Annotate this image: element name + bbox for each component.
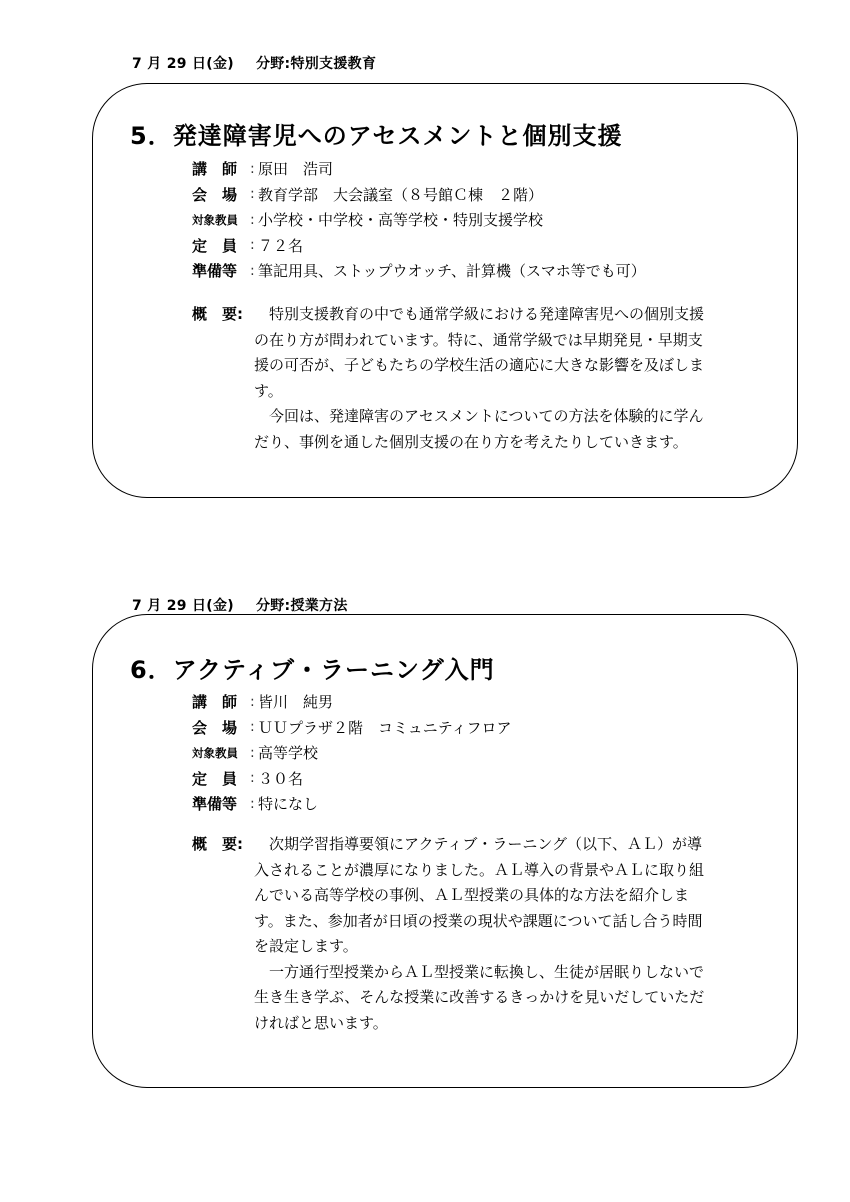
session-field: 分野:特別支援教育	[255, 56, 377, 72]
summary-text	[254, 832, 704, 1036]
info-label: 講 師	[192, 693, 238, 712]
session-6-date-line	[132, 595, 348, 615]
info-row-capacity: 定 員 : ７２名	[192, 236, 304, 255]
session-date: 7 月 29 日(金)	[132, 56, 234, 72]
summary-label: 概 要:	[192, 835, 243, 853]
summary-line: す。	[254, 381, 283, 400]
info-label: 準備等	[192, 795, 238, 814]
session-5-title: 5．発達障害児へのアセスメントと個別支援	[130, 122, 623, 150]
session-date: 7 月 29 日(金)	[132, 598, 234, 614]
session-5-summary	[192, 302, 792, 462]
info-row-target: 対象教員 : 高等学校	[192, 744, 319, 763]
summary-line: 特別支援教育の中でも通常学級における発達障害児への個別支援	[269, 305, 705, 323]
session-field: 分野:授業方法	[255, 598, 348, 614]
info-row-venue: 会 場 : ＵＵプラザ２階 コミュニティフロア	[192, 718, 512, 737]
info-value: 皆川 純男	[258, 693, 334, 712]
summary-label: 概 要:	[192, 305, 243, 323]
summary-line: 次期学習指導要領にアクティブ・ラーニング（以下、ＡＬ）が導	[269, 835, 703, 853]
summary-line: んでいる高等学校の事例、ＡＬ型授業の具体的な方法を紹介しま	[254, 886, 690, 904]
summary-line: の在り方が問われています。特に、通常学級では早期発見・早期支	[254, 330, 703, 349]
session-5-info	[192, 156, 646, 284]
summary-line: 今回は、発達障害のアセスメントについての方法を体験的に学ん	[254, 407, 704, 425]
info-label: 定 員	[192, 769, 238, 788]
summary-line: す。また、参加者が日頃の授業の現状や課題について話し合う時間	[254, 911, 703, 930]
session-6-title: 6．アクティブ・ラーニング入門	[130, 656, 495, 684]
summary-line: 援の可否が、子どもたちの学校生活の適応に大きな影響を及ぼしま	[254, 356, 705, 374]
summary-line: 一方通行型授業からＡＬ型授業に転換し、生徒が居眠りしないで	[254, 962, 705, 981]
info-row-venue: 会 場 : 教育学部 大会議室（８号館Ｃ棟 ２階）	[192, 185, 544, 204]
info-row-lecturer: 講 師 : 皆川 純男	[192, 693, 334, 712]
info-value: 原田 浩司	[258, 160, 334, 179]
info-label: 会 場	[192, 718, 238, 737]
session-6-summary	[192, 832, 792, 1042]
info-row-lecturer: 講 師 : 原田 浩司	[192, 160, 334, 179]
info-value: 高等学校	[258, 744, 319, 763]
info-row-capacity: 定 員 : ３０名	[192, 769, 304, 788]
info-label: 会 場	[192, 185, 238, 204]
summary-line: だり、事例を通した個別支援の在り方を考えたりしていきます。	[254, 432, 688, 451]
info-value: 筆記用具、ストップウオッチ、計算機（スマホ等でも可）	[258, 262, 646, 281]
summary-line: を設定します。	[254, 937, 358, 955]
info-row-target: 対象教員 : 小学校・中学校・高等学校・特別支援学校	[192, 211, 544, 230]
info-value: ３０名	[258, 769, 304, 788]
info-row-preparation: 準備等 : 特になし	[192, 795, 319, 814]
info-value: 教育学部 大会議室（８号館Ｃ棟 ２階）	[258, 185, 544, 204]
info-value: 小学校・中学校・高等学校・特別支援学校	[258, 211, 544, 230]
summary-text	[254, 302, 704, 455]
info-label: 講 師	[192, 160, 238, 179]
info-label: 対象教員	[192, 745, 238, 760]
session-5-date-line	[132, 53, 376, 73]
summary-line: 生き生き学ぶ、そんな授業に改善するきっかけを見いだしていただ	[254, 988, 705, 1006]
info-label: 定 員	[192, 236, 238, 255]
info-label: 準備等	[192, 262, 238, 281]
summary-line: 入されることが濃厚になりました。ＡＬ導入の背景やＡＬに取り組	[254, 860, 705, 879]
summary-line: ければと思います。	[254, 1013, 388, 1032]
info-row-preparation: 準備等 : 筆記用具、ストップウオッチ、計算機（スマホ等でも可）	[192, 262, 646, 281]
info-value: ７２名	[258, 236, 304, 255]
info-value: 特になし	[258, 795, 319, 814]
session-6-info	[192, 689, 512, 817]
info-label: 対象教員	[192, 212, 238, 227]
info-value: ＵＵプラザ２階 コミュニティフロア	[258, 718, 512, 737]
